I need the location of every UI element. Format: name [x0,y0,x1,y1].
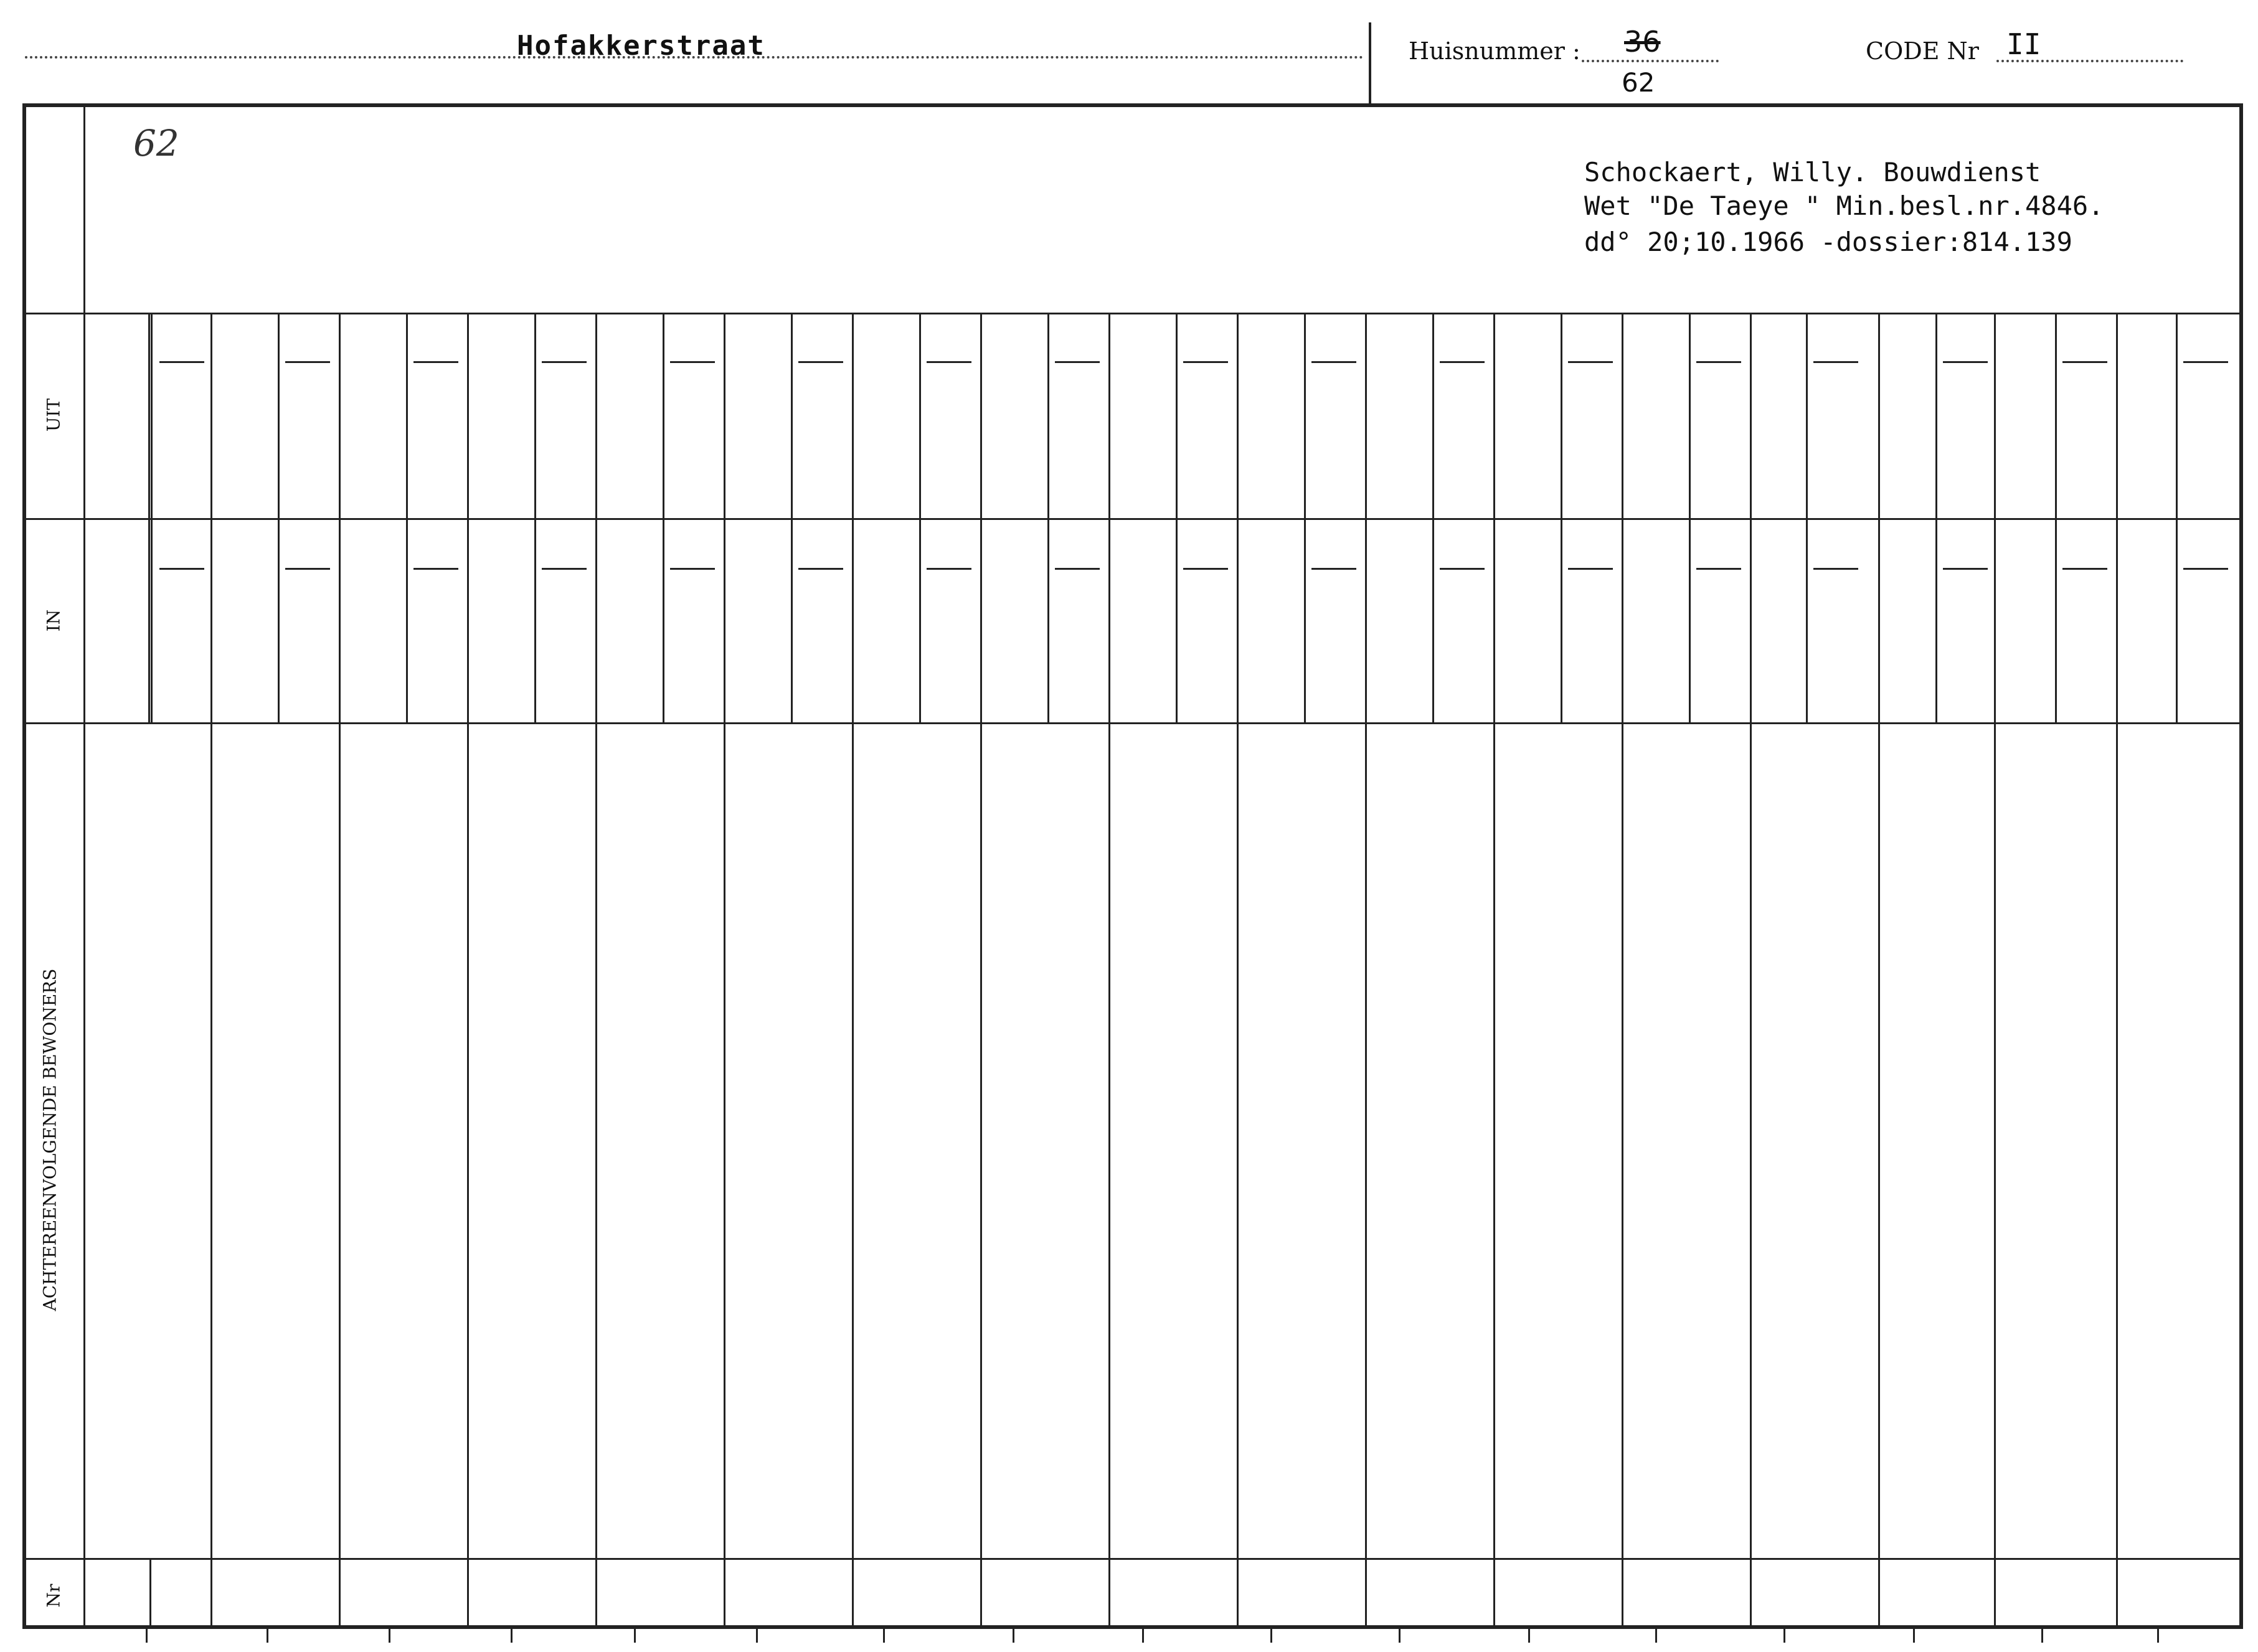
row-label-uit: UIT [43,398,64,432]
uit-dash-2 [285,361,330,363]
in-dash-11 [1440,568,1485,570]
uit-dash-6 [798,361,843,363]
sub-column-line-uit-in-13 [1689,313,1691,722]
bottom-tick-14 [1783,1629,1785,1643]
uit-dash-11 [1440,361,1485,363]
column-line-0b [149,1558,151,1629]
column-line-6 [852,313,854,1629]
column-line-0 [148,313,150,722]
typed-note-line-2: Wet "De Taeye " Min.besl.nr.4846. [1584,191,2104,221]
column-line-14 [1878,313,1880,1629]
bottom-tick-17 [2157,1629,2159,1643]
uit-dash-1 [159,361,204,363]
sub-column-line-uit-in-17 [2176,313,2178,722]
row-label-bewoners: ACHTEREENVOLGENDE BEWONERS [39,968,60,1311]
bottom-tick-1 [146,1629,148,1643]
header-divider [1369,22,1371,106]
bottom-tick-13 [1655,1629,1657,1643]
sub-column-line-uit-in-4 [534,313,536,722]
column-line-8 [1108,313,1110,1629]
in-dash-7 [927,568,971,570]
uit-dash-12 [1568,361,1613,363]
in-dash-3 [413,568,458,570]
register-table [22,103,2243,1629]
bottom-tick-5 [634,1629,636,1643]
bottom-tick-9 [1142,1629,1144,1643]
in-dash-17 [2183,568,2228,570]
bottom-tick-15 [1913,1629,1915,1643]
bottom-tick-12 [1528,1629,1530,1643]
row-divider-uit [22,518,2243,520]
in-dash-16 [2062,568,2107,570]
typed-note-line-3: dd° 20;10.1966 -dossier:814.139 [1584,227,2072,257]
sub-column-line-uit-in-8 [1047,313,1049,722]
bottom-tick-7 [883,1629,885,1643]
column-line-2 [339,313,341,1629]
uit-dash-4 [542,361,587,363]
in-dash-4 [542,568,587,570]
in-dash-6 [798,568,843,570]
in-dash-15 [1943,568,1988,570]
column-line-15 [1994,313,1996,1629]
row-divider-in [22,722,2243,724]
column-line-7 [980,313,982,1629]
label-column-divider [83,107,85,1626]
sub-column-line-uit-in-7 [919,313,921,722]
sub-column-line-uit-in-6 [791,313,793,722]
bottom-tick-3 [389,1629,390,1643]
column-line-11 [1493,313,1495,1629]
bottom-tick-16 [2041,1629,2043,1643]
sub-column-line-uit-in-3 [406,313,408,722]
bottom-tick-10 [1270,1629,1272,1643]
row-label-in: IN [43,609,64,632]
sub-column-line-uit-in-11 [1432,313,1434,722]
uit-dash-17 [2183,361,2228,363]
in-dash-13 [1696,568,1741,570]
typed-note-line-1: Schockaert, Willy. Bouwdienst [1584,157,2041,187]
uit-dash-13 [1696,361,1741,363]
uit-dash-16 [2062,361,2107,363]
bottom-tick-8 [1013,1629,1014,1643]
sub-column-line-uit-in-1 [151,313,153,722]
uit-dash-7 [927,361,971,363]
uit-dash-5 [670,361,715,363]
in-dash-5 [670,568,715,570]
row-divider-bewoners [22,1558,2243,1560]
in-dash-2 [285,568,330,570]
bottom-tick-2 [267,1629,268,1643]
uit-dash-15 [1943,361,1988,363]
street-name: Hofakkerstraat [517,30,765,62]
sub-column-line-uit-in-9 [1176,313,1178,722]
uit-dash-9 [1183,361,1228,363]
column-line-3 [467,313,469,1629]
column-line-9 [1237,313,1239,1629]
column-line-1 [210,313,212,1629]
uit-dash-10 [1311,361,1356,363]
sub-column-line-uit-in-2 [278,313,280,722]
in-dash-14 [1813,568,1858,570]
in-dash-9 [1183,568,1228,570]
handwritten-number: 62 [133,122,179,164]
in-dash-12 [1568,568,1613,570]
bottom-tick-6 [756,1629,758,1643]
row-label-nr: Nr [43,1584,64,1608]
huisnummer-dotted-line [1582,60,1719,62]
uit-dash-3 [413,361,458,363]
in-dash-8 [1055,568,1100,570]
sub-column-line-uit-in-5 [663,313,664,722]
huisnummer-new-value: 62 [1622,67,1655,98]
column-line-12 [1622,313,1623,1629]
column-line-13 [1750,313,1752,1629]
sub-column-line-uit-in-12 [1561,313,1562,722]
column-line-10 [1365,313,1367,1629]
huisnummer-old-value: 36 [1624,25,1661,59]
in-dash-1 [159,568,204,570]
sub-column-line-uit-in-15 [1935,313,1937,722]
bottom-tick-11 [1399,1629,1401,1643]
sub-column-line-uit-in-16 [2055,313,2057,722]
uit-dash-14 [1813,361,1858,363]
sub-column-line-uit-in-14 [1806,313,1808,722]
code-label: CODE Nr [1866,37,1979,65]
bottom-tick-4 [511,1629,513,1643]
in-dash-10 [1311,568,1356,570]
sub-column-line-uit-in-10 [1304,313,1306,722]
huisnummer-label: Huisnummer : [1409,37,1580,65]
column-line-16 [2116,313,2118,1629]
code-value: II [2006,27,2041,61]
column-line-4 [595,313,597,1629]
column-line-5 [724,313,725,1629]
row-divider-top-section [22,313,2243,314]
uit-dash-8 [1055,361,1100,363]
